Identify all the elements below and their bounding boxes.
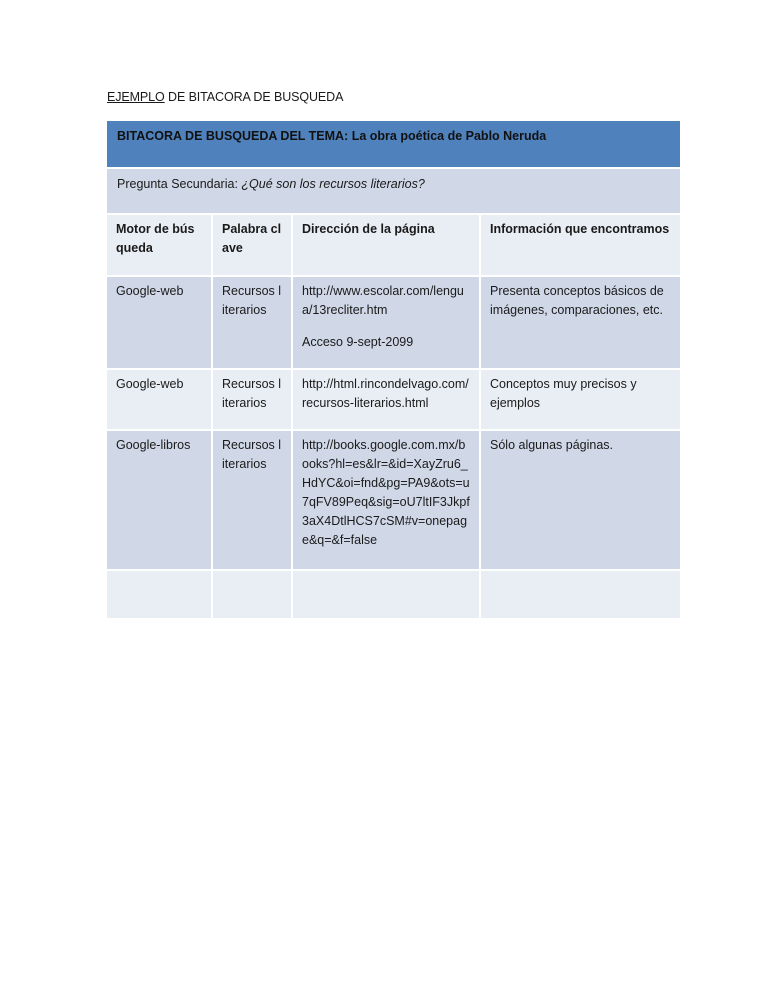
cell-palabra: Recursos literarios	[213, 431, 293, 569]
question-text: ¿Qué son los recursos literarios?	[241, 177, 425, 191]
document-title	[107, 90, 343, 104]
cell-motor: Google-libros	[107, 431, 213, 569]
header-direccion: Dirección de la página	[293, 215, 481, 275]
cell-direccion: http://books.google.com.mx/books?hl=es&lr=&id=XayZru6_HdYC&oi=fnd&pg=PA9&ots=u7qFV89Peq&sig=oU7ltIF3Jkpf3aX4DtlHCS7cSM#v=onepage&q=&f=false	[293, 431, 481, 569]
table-title-band: BITACORA DE BUSQUEDA DEL TEMA: La obra poética de Pablo Neruda	[107, 121, 680, 169]
empty-table-row	[107, 571, 680, 618]
title-underlined-word: EJEMPLO	[107, 90, 165, 104]
search-log-table	[107, 121, 680, 618]
page-url: http://www.escolar.com/lengua/13recliter.htm	[302, 284, 464, 317]
title-rest: DE BITACORA DE BUSQUEDA	[164, 90, 344, 104]
cell-info: Sólo algunas páginas.	[490, 438, 614, 452]
cell-direccion: http://html.rincondelvago.com/recursos-literarios.html	[293, 370, 481, 429]
empty-cell	[481, 571, 680, 618]
cell-palabra: Recursos literarios	[213, 370, 293, 429]
cell-palabra: Recursos literarios	[213, 277, 293, 368]
header-motor: Motor de búsqueda	[107, 215, 213, 275]
empty-cell	[213, 571, 293, 618]
table-row	[107, 277, 680, 370]
access-date: Acceso 9-sept-2099	[302, 335, 414, 349]
cell-motor: Google-web	[107, 370, 213, 429]
header-info: Información que encontramos	[490, 222, 670, 236]
cell-motor: Google-web	[107, 277, 213, 368]
empty-cell	[107, 571, 213, 618]
header-palabra: Palabra clave	[213, 215, 293, 275]
table-row	[107, 370, 680, 431]
cell-info: Conceptos muy precisos y ejemplos	[490, 377, 637, 410]
question-label: Pregunta Secundaria:	[117, 177, 242, 191]
cell-direccion	[293, 277, 481, 368]
cell-info: Presenta conceptos básicos de imágenes, comparaciones, etc.	[490, 284, 664, 317]
empty-cell	[293, 571, 481, 618]
table-row	[107, 431, 680, 571]
table-header-row	[107, 215, 680, 277]
secondary-question-row	[107, 169, 680, 215]
